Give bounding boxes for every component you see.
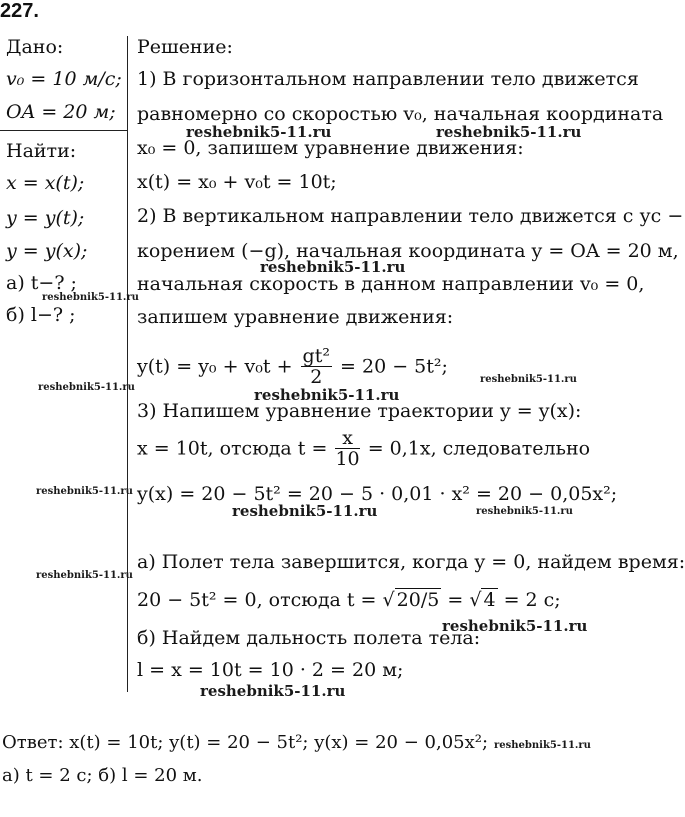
- equation-y-of-t: [137, 346, 448, 387]
- equation-right: = 0,1x, следовательно: [367, 437, 591, 460]
- equation-left: y(t) = y₀ + v₀t +: [137, 355, 293, 378]
- column-divider: [127, 36, 128, 692]
- watermark: reshebnik5-11.ru: [494, 740, 591, 751]
- fraction-denominator: 2: [310, 366, 323, 388]
- fraction-numerator: gt²: [302, 345, 330, 367]
- given-find-divider: [0, 130, 127, 131]
- answer-line-1: Ответ: x(t) = 10t; y(t) = 20 − 5t²; y(x) = 20 − 0,05x²;: [2, 732, 489, 753]
- given-header: Дано:: [6, 36, 64, 58]
- solution-line: корением (−g), начальная координата y = OA = 20 м,: [137, 240, 679, 262]
- solution-line: 2) В вертикальном направлении тело движется с ус −: [137, 205, 684, 227]
- watermark: reshebnik5-11.ru: [476, 506, 573, 517]
- watermark: reshebnik5-11.ru: [254, 386, 400, 404]
- watermark: reshebnik5-11.ru: [42, 292, 139, 303]
- watermark: reshebnik5-11.ru: [436, 123, 582, 141]
- equation-left: x = 10t, отсюда t =: [137, 437, 328, 460]
- part-a: а) Полет тела завершится, когда y = 0, найдем время:: [137, 551, 685, 573]
- watermark: reshebnik5-11.ru: [36, 570, 133, 581]
- equation-left: 20 − 5t² = 0, отсюда t =: [137, 589, 377, 611]
- solution-line: 1) В горизонтальном направлении тело движется: [137, 68, 639, 90]
- watermark: reshebnik5-11.ru: [38, 382, 135, 393]
- watermark: reshebnik5-11.ru: [36, 486, 133, 497]
- given-v0: v₀ = 10 м/с;: [6, 68, 122, 90]
- watermark: reshebnik5-11.ru: [480, 374, 577, 385]
- equation-right: = 2 с;: [503, 589, 561, 611]
- equation-right: = 20 − 5t²;: [340, 355, 448, 378]
- solution-line: равномерно со скоростью v₀, начальная координата: [137, 103, 664, 125]
- sqrt-radicand: 20/5: [396, 589, 440, 611]
- problem-number: 227.: [0, 0, 39, 22]
- sqrt-radicand: 4: [483, 589, 496, 611]
- given-oa: OA = 20 м;: [6, 101, 116, 123]
- find-header: Найти:: [6, 140, 77, 162]
- solution-line: x₀ = 0, запишем уравнение движения:: [137, 137, 524, 159]
- solution-header: Решение:: [137, 36, 233, 58]
- fraction: [335, 428, 359, 469]
- equation-b: l = x = 10t = 10 · 2 = 20 м;: [137, 659, 404, 681]
- answer-line-2: а) t = 2 с; б) l = 20 м.: [2, 765, 203, 786]
- fraction-numerator: x: [335, 428, 359, 449]
- find-item: y = y(t);: [6, 207, 85, 229]
- watermark: reshebnik5-11.ru: [260, 258, 406, 276]
- fraction-denominator: 10: [335, 448, 360, 470]
- watermark: reshebnik5-11.ru: [442, 617, 588, 635]
- watermark: reshebnik5-11.ru: [200, 682, 346, 700]
- find-item: б) l−? ;: [6, 304, 76, 326]
- equation-y-of-x: y(x) = 20 − 5t² = 20 − 5 · 0,01 · x² = 20 − 0,05x²;: [137, 483, 618, 505]
- part-b: б) Найдем дальность полета тела:: [137, 627, 481, 649]
- find-item: x = x(t);: [6, 172, 85, 194]
- solution-line: запишем уравнение движения:: [137, 306, 454, 328]
- fraction: [301, 346, 332, 387]
- equation-mid: =: [447, 589, 464, 611]
- find-item: y = y(x);: [6, 240, 88, 262]
- equation-t: [137, 428, 590, 469]
- step-3: 3) Напишем уравнение траектории y = y(x):: [137, 400, 582, 422]
- solution-line: начальная скорость в данном направлении v₀ = 0,: [137, 273, 645, 295]
- watermark: reshebnik5-11.ru: [232, 502, 378, 520]
- solution-line: x(t) = x₀ + v₀t = 10t;: [137, 171, 337, 193]
- watermark: reshebnik5-11.ru: [186, 123, 332, 141]
- find-item: а) t−? ;: [6, 272, 77, 294]
- equation-a: 20 − 5t² = 0, отсюда t = √ 20/5 = √ 4 = 2 с;: [137, 589, 561, 611]
